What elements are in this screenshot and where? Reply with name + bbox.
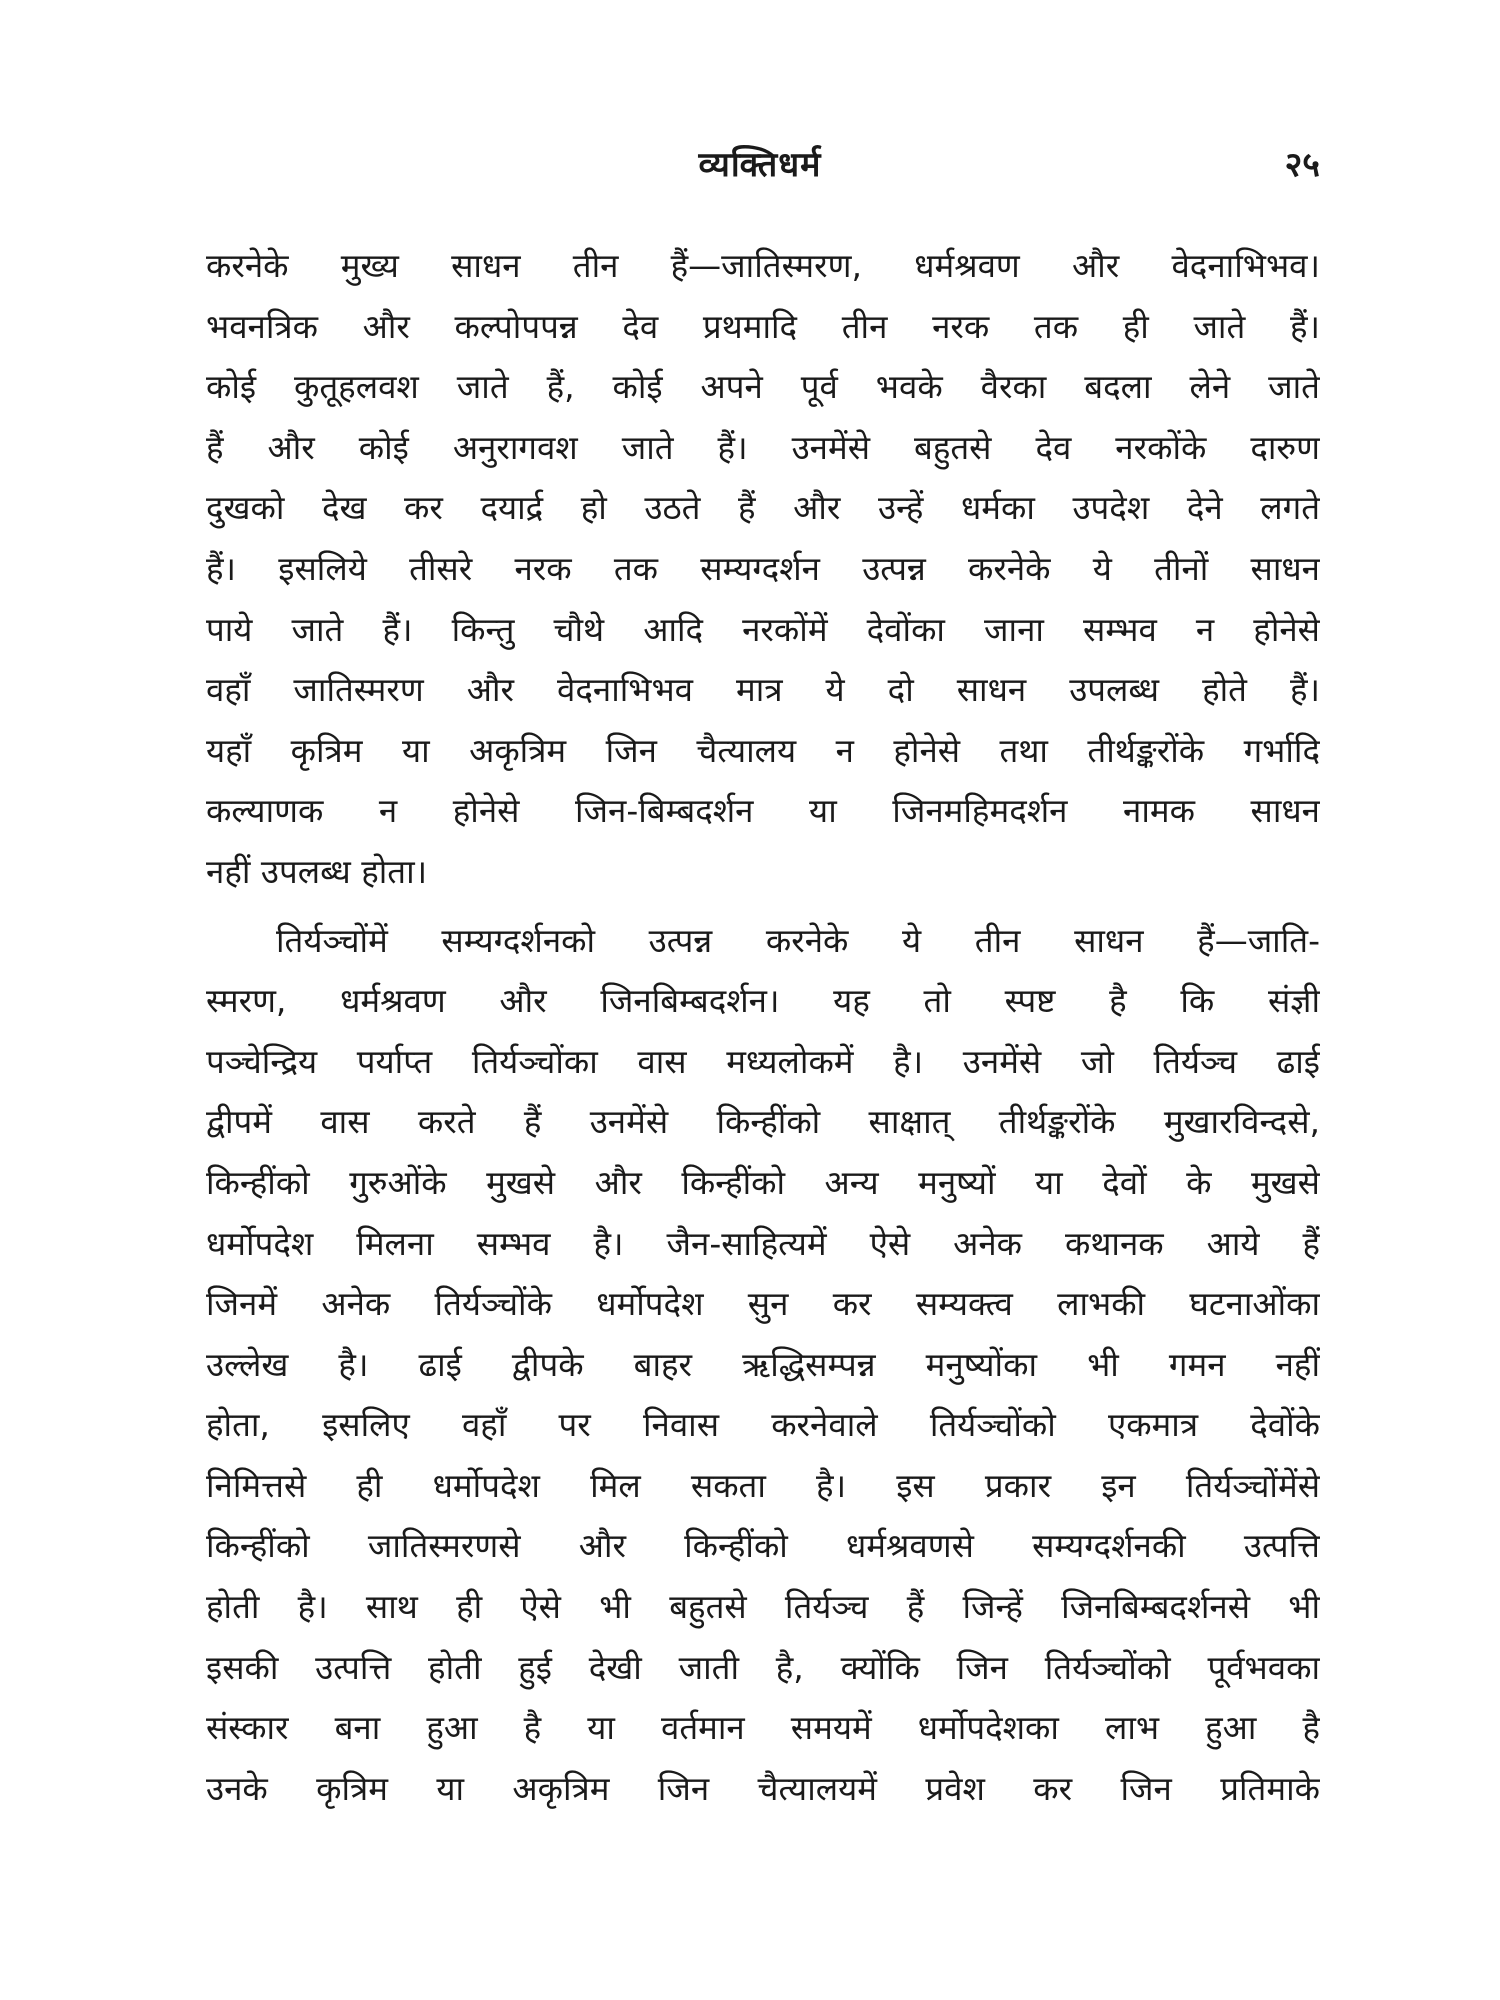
running-head: व्यक्तिधर्म bbox=[698, 145, 822, 185]
text-line: पञ्चेन्द्रिय पर्याप्त तिर्यञ्चोंका वास मध्यलोकमें है। उनमेंसे जो तिर्यञ्च ढाई bbox=[206, 1041, 1320, 1081]
text-line: पाये जाते हैं। किन्तु चौथे आदि नरकोंमें देवोंका जाना सम्भव न होनेसे bbox=[206, 609, 1320, 649]
text-line: होती है। साथ ही ऐसे भी बहुतसे तिर्यञ्च हैं जिन्हें जिनबिम्बदर्शनसे भी bbox=[206, 1587, 1320, 1627]
body-text bbox=[206, 236, 1320, 1819]
paragraph-2 bbox=[206, 911, 1320, 1820]
text-line: निमित्तसे ही धर्मोपदेश मिल सकता है। इस प्रकार इन तिर्यञ्चोंमेंसे bbox=[206, 1465, 1320, 1505]
text-line: द्वीपमें वास करते हैं उनमेंसे किन्हींको साक्षात् तीर्थङ्करोंके मुखारविन्दसे, bbox=[206, 1102, 1320, 1142]
text-line: भवनत्रिक और कल्पोपपन्न देव प्रथमादि तीन नरक तक ही जाते हैं। bbox=[206, 306, 1320, 346]
page-header bbox=[200, 140, 1320, 190]
page-number: २५ bbox=[1284, 145, 1320, 185]
text-line: कोई कुतूहलवश जाते हैं, कोई अपने पूर्व भवके वैरका बदला लेने जाते bbox=[206, 367, 1320, 407]
text-line: किन्हींको गुरुओंके मुखसे और किन्हींको अन्य मनुष्यों या देवों के मुखसे bbox=[206, 1162, 1320, 1202]
text-line: होता, इसलिए वहाँ पर निवास करनेवाले तिर्यञ्चोंको एकमात्र देवोंके bbox=[206, 1405, 1320, 1445]
text-line: धर्मोपदेश मिलना सम्भव है। जैन-साहित्यमें ऐसे अनेक कथानक आये हैं bbox=[206, 1223, 1320, 1263]
text-line: हैं और कोई अनुरागवश जाते हैं। उनमेंसे बहुतसे देव नरकोंके दारुण bbox=[206, 427, 1320, 467]
text-line: कल्याणक न होनेसे जिन-बिम्बदर्शन या जिनमहिमदर्शन नामक साधन bbox=[206, 791, 1320, 831]
text-line: करनेके मुख्य साधन तीन हैं—जातिस्मरण, धर्मश्रवण और वेदनाभिभव। bbox=[206, 246, 1320, 285]
text-line: वहाँ जातिस्मरण और वेदनाभिभव मात्र ये दो साधन उपलब्ध होते हैं। bbox=[206, 670, 1320, 710]
text-line: जिनमें अनेक तिर्यञ्चोंके धर्मोपदेश सुन कर सम्यक्त्व लाभकी घटनाओंका bbox=[206, 1284, 1320, 1324]
text-line: हैं। इसलिये तीसरे नरक तक सम्यग्दर्शन उत्पन्न करनेके ये तीनों साधन bbox=[206, 548, 1320, 588]
text-line: दुखको देख कर दयार्द्र हो उठते हैं और उन्हें धर्मका उपदेश देने लगते bbox=[206, 488, 1320, 528]
text-line: किन्हींको जातिस्मरणसे और किन्हींको धर्मश्रवणसे सम्यग्दर्शनकी उत्पत्ति bbox=[206, 1526, 1320, 1566]
text-line: यहाँ कृत्रिम या अकृत्रिम जिन चैत्यालय न होनेसे तथा तीर्थङ्करोंके गर्भादि bbox=[206, 730, 1320, 770]
text-line: उनके कृत्रिम या अकृत्रिम जिन चैत्यालयमें प्रवेश कर जिन प्रतिमाके bbox=[206, 1768, 1320, 1808]
text-line: नहीं उपलब्ध होता। bbox=[206, 851, 428, 891]
text-line: तिर्यञ्चोंमें सम्यग्दर्शनको उत्पन्न करनेके ये तीन साधन हैं—जाति- bbox=[276, 920, 1320, 960]
text-line: स्मरण, धर्मश्रवण और जिनबिम्बदर्शन। यह तो स्पष्ट है कि संज्ञी bbox=[206, 981, 1320, 1021]
text-line: इसकी उत्पत्ति होती हुई देखी जाती है, क्योंकि जिन तिर्यञ्चोंको पूर्वभवका bbox=[206, 1647, 1320, 1687]
text-line: संस्कार बना हुआ है या वर्तमान समयमें धर्मोपदेशका लाभ हुआ है bbox=[206, 1708, 1320, 1748]
text-line: उल्लेख है। ढाई द्वीपके बाहर ऋद्धिसम्पन्न मनुष्योंका भी गमन नहीं bbox=[206, 1344, 1320, 1384]
paragraph-1 bbox=[206, 236, 1320, 903]
